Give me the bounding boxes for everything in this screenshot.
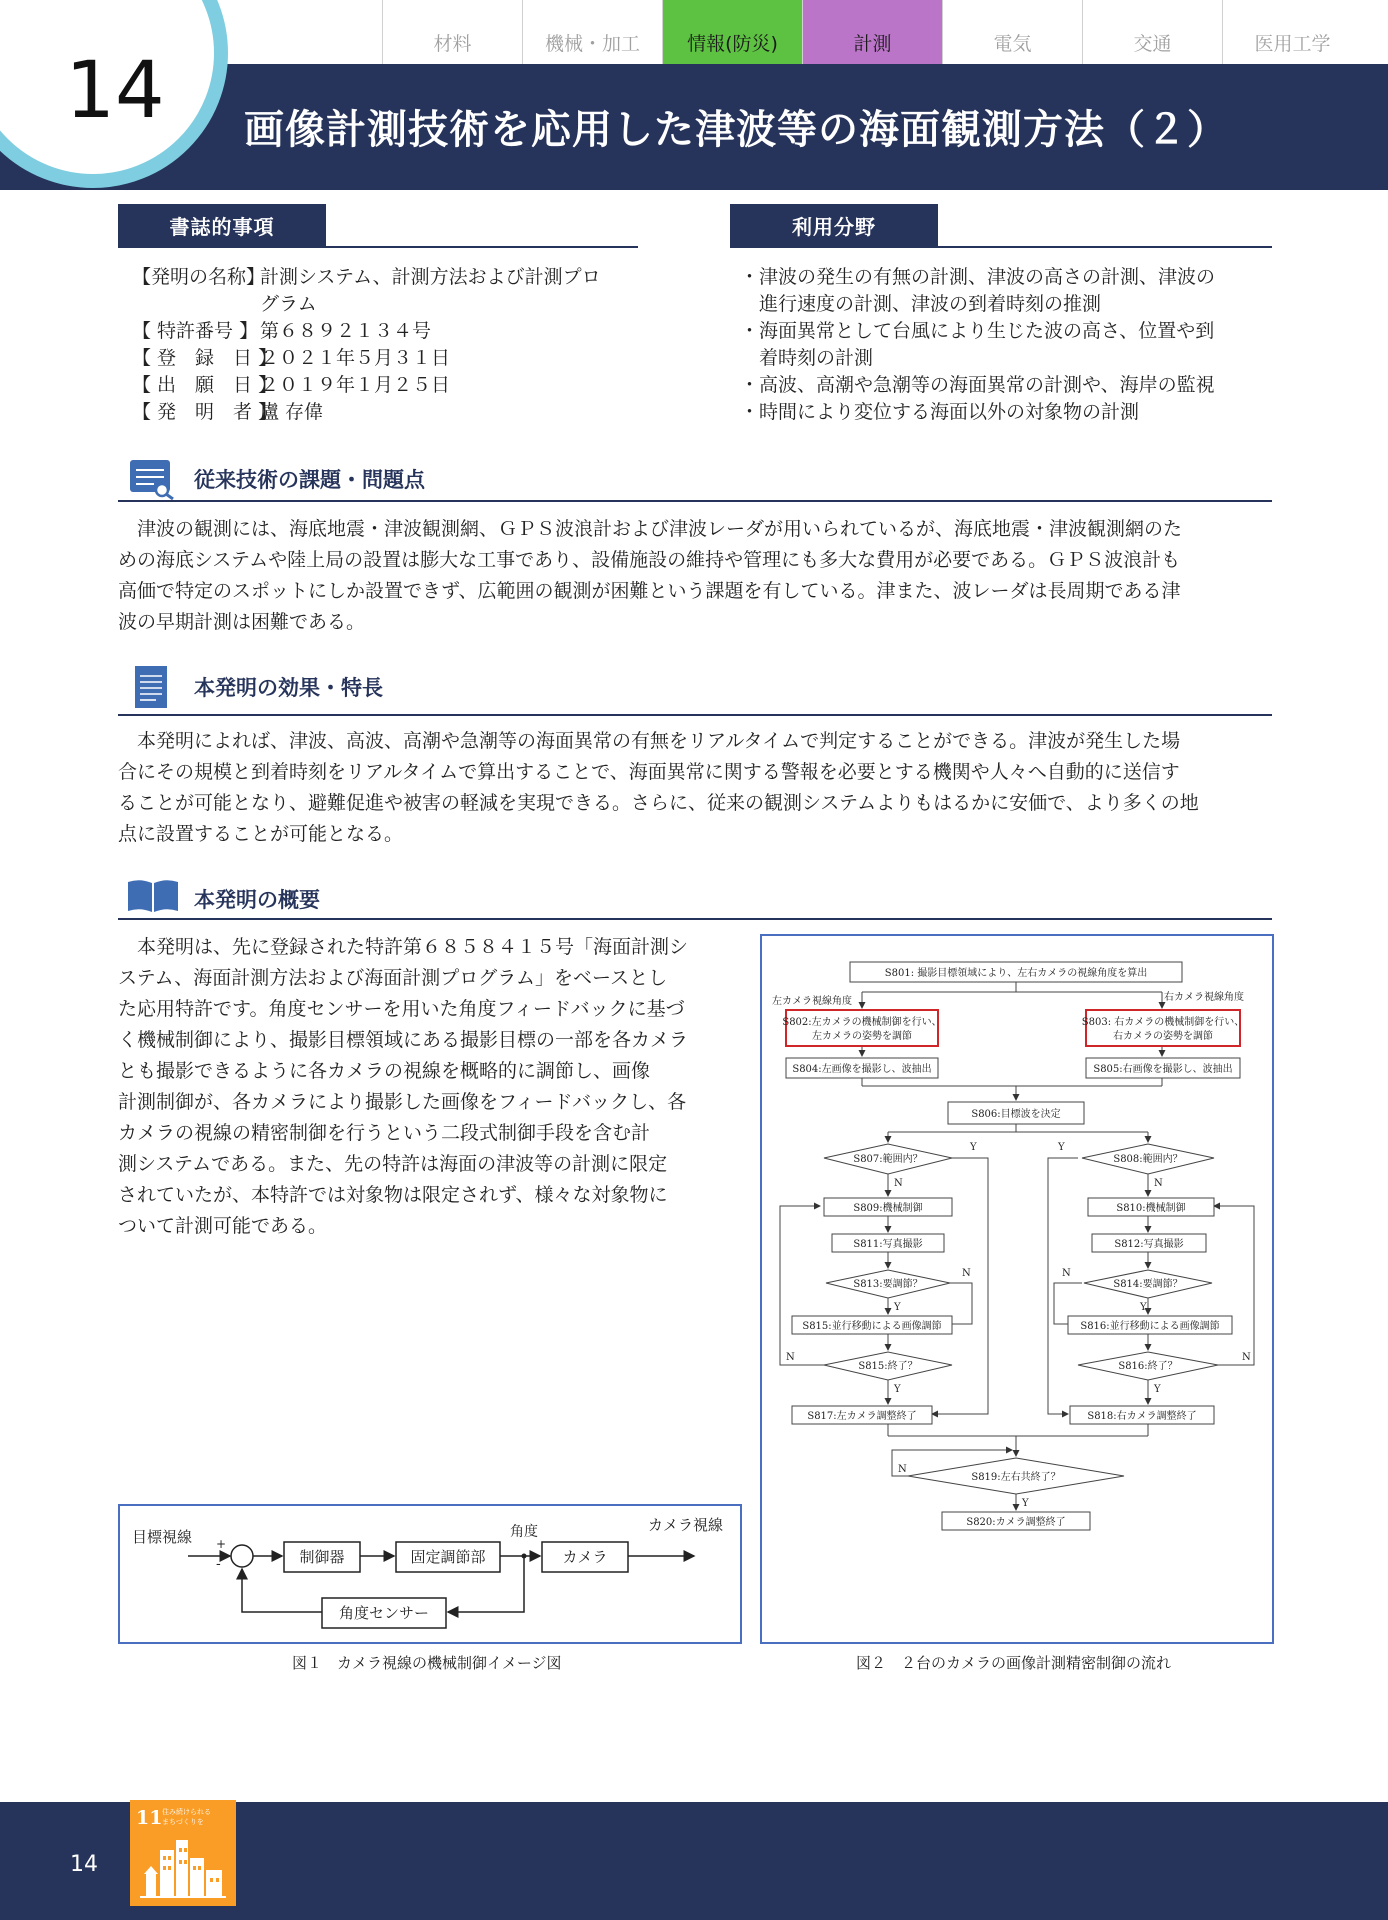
sdg-city-icon bbox=[130, 1800, 236, 1906]
plus-sign: + bbox=[216, 1537, 227, 1551]
decision-s813-label: S813:要調節？ bbox=[853, 1279, 923, 1290]
s814-no: N bbox=[1062, 1268, 1071, 1279]
open-book-icon bbox=[126, 878, 180, 914]
summing-junction bbox=[231, 1545, 253, 1567]
usage-item: 着時刻の計測 bbox=[740, 347, 874, 369]
usage-item: ・高波、高潮や急潮等の海面異常の計測や、海岸の監視 bbox=[740, 374, 1215, 396]
footer-page-number: 14 bbox=[70, 1852, 98, 1877]
tab-materials[interactable]: 材料 bbox=[382, 0, 522, 64]
step-s818-label: S818:右カメラ調整終了 bbox=[1087, 1411, 1197, 1422]
effect-text: 本発明によれば、津波、高波、高潮や急潮等の海面異常の有無をリアルタイムで判定することができる。津波が発生した場 合にその規模と到着時刻をリアルタイムで算出することで、海面異常に関する警報を必要とする機関や人々へ自動的に送信す ることが可能となり、避難促進や被害の軽減を実現できる。さらに、従来の観測システムよりもはるかに安価で、より多くの地 点に設置することが可能となる。 bbox=[118, 730, 1199, 845]
magnifier-document-icon bbox=[128, 456, 176, 500]
overview-rule bbox=[118, 918, 1272, 920]
tab-transport[interactable]: 交通 bbox=[1082, 0, 1222, 64]
usage-item: 進行速度の計測、津波の到着時刻の推測 bbox=[740, 293, 1102, 315]
bibliographic-rule bbox=[118, 246, 638, 248]
problem-text: 津波の観測には、海底地震・津波観測網、ＧＰＳ波浪計および津波レーダが用いられているが、海底地震・津波観測網のた めの海底システムや陸上局の設置は膨大な工事であり、設備施設の維持や管理にも多大な費用が必要である。ＧＰＳ波浪計も 高価で特定のスポットにしか設置できず、広範囲の観測が困難という課題を有している。津また、波レーダは長周期である津 波の早期計測は困難である。 bbox=[118, 518, 1183, 633]
control-loop-diagram bbox=[120, 1506, 740, 1642]
target-line-label: 目標視線 bbox=[132, 1528, 193, 1546]
bibliographic-label: 書誌的事項 bbox=[118, 204, 326, 246]
s807-no: N bbox=[894, 1178, 903, 1189]
step-s817-label: S817:左カメラ調整終了 bbox=[807, 1411, 917, 1422]
s808-yes: Y bbox=[1058, 1142, 1065, 1153]
usage-label: 利用分野 bbox=[730, 204, 938, 246]
tab-electric[interactable]: 電気 bbox=[942, 0, 1082, 64]
step-s816-adjust-label: S816:並行移動による画像調節 bbox=[1080, 1321, 1220, 1332]
s814-yes: Y bbox=[1140, 1302, 1147, 1313]
decision-s807-label: S807:範囲内？ bbox=[853, 1154, 923, 1165]
decision-s815-end-label: S815:終了？ bbox=[858, 1361, 918, 1372]
step-s803-label-1: S803: 右カメラの機械制御を行い、 bbox=[1081, 1017, 1245, 1028]
effect-rule bbox=[118, 714, 1272, 716]
step-s806-label: S806:目標波を決定 bbox=[971, 1109, 1061, 1120]
step-s810-label: S810:機械制御 bbox=[1116, 1203, 1186, 1214]
step-s801-label: S801: 撮影目標領域により、左右カメラの視線角度を算出 bbox=[884, 968, 1148, 979]
sdg-number: 11 bbox=[136, 1807, 163, 1829]
step-s805-label: S805:右画像を撮影し、波抽出 bbox=[1093, 1064, 1233, 1075]
usage-item: ・海面異常として台風により生じた波の高さ、位置や到 bbox=[740, 320, 1215, 342]
figure-1-frame bbox=[118, 1504, 742, 1644]
usage-list bbox=[740, 264, 1215, 426]
s819-no: N bbox=[898, 1464, 907, 1475]
bib-row-patent-number: 【 特許番号 】 第６８９２１３４号 bbox=[132, 320, 432, 342]
problem-rule bbox=[118, 500, 1272, 502]
tab-machining[interactable]: 機械・加工 bbox=[522, 0, 662, 64]
s816-no: N bbox=[1242, 1352, 1251, 1363]
angle-label: 角度 bbox=[510, 1524, 538, 1540]
usage-item: ・時間により変位する海面以外の対象物の計測 bbox=[740, 401, 1140, 423]
s808-no: N bbox=[1154, 1178, 1163, 1189]
problem-title: 従来技術の課題・問題点 bbox=[194, 468, 425, 492]
s815-yes: Y bbox=[894, 1384, 901, 1395]
left-angle-label: 左カメラ視線角度 bbox=[772, 996, 852, 1007]
overview-text: 本発明は、先に登録された特許第６８５８４１５号「海面計測シ ステム、海面計測方法および海面計測プログラム」をベースとし た応用特許です。角度センサーを用いた角度フィードバックに基づ く機械制御により、撮影目標領域にある撮影目標の一部を各カメラ とも撮影できるように各カメラの視線を概略的に調節し、画像 計測制御が、各カメラにより撮影した画像をフィードバックし、各 カメラの視線の精密制御を行うという二段式制御手段を含む計 測システムである。また、先の特許は海面の津波等の計測に限定 されていたが、本特許では対象物は限定されず、様々な対象物に ついて計測可能である。 bbox=[118, 936, 689, 1237]
page-title: 画像計測技術を応用した津波等の海面観測方法（２） bbox=[244, 107, 1228, 153]
figure-2-frame bbox=[760, 934, 1274, 1644]
fixed-adjust-label: 固定調節部 bbox=[410, 1548, 486, 1566]
s815-no: N bbox=[786, 1352, 795, 1363]
decision-s819-label: S819:左右共終了？ bbox=[971, 1472, 1061, 1483]
category-tabs bbox=[382, 0, 1362, 64]
step-s811-label: S811:写真撮影 bbox=[853, 1239, 923, 1250]
step-s812-label: S812:写真撮影 bbox=[1114, 1239, 1184, 1250]
feedback-arrow-out bbox=[242, 1569, 322, 1612]
bib-row-title-cont: グラム bbox=[260, 293, 317, 315]
step-s804-label: S804:左画像を撮影し、波抽出 bbox=[792, 1064, 932, 1075]
s807-yes: Y bbox=[970, 1142, 977, 1153]
minus-sign: - bbox=[216, 1556, 221, 1572]
angle-sensor-label: 角度センサー bbox=[338, 1604, 430, 1622]
right-angle-label: 右カメラ視線角度 bbox=[1164, 992, 1244, 1003]
figure-2-caption: 図２ ２台のカメラの画像計測精密制御の流れ bbox=[856, 1654, 1172, 1672]
bibliographic-list bbox=[132, 264, 601, 426]
step-s820-label: S820:カメラ調整終了 bbox=[966, 1517, 1066, 1528]
step-s803-label-2: 右カメラの姿勢を調節 bbox=[1113, 1031, 1213, 1042]
step-s802-label-2: 左カメラの姿勢を調節 bbox=[812, 1031, 912, 1042]
decision-s808-label: S808:範囲内？ bbox=[1113, 1154, 1183, 1165]
camera-line-label: カメラ視線 bbox=[648, 1516, 724, 1534]
sdg-goal-11-badge bbox=[130, 1800, 236, 1906]
usage-rule bbox=[730, 246, 1272, 248]
sdg-text-1: 住み続けられる bbox=[162, 1808, 211, 1816]
page-number: 14 bbox=[65, 46, 165, 136]
tab-information-disaster[interactable]: 情報(防災) bbox=[662, 0, 802, 64]
s816-yes: Y bbox=[1154, 1384, 1161, 1395]
figure-1-caption: 図１ カメラ視線の機械制御イメージ図 bbox=[292, 1654, 562, 1672]
decision-s814-label: S814:要調節？ bbox=[1113, 1279, 1183, 1290]
camera-label: カメラ bbox=[562, 1548, 608, 1566]
s813-yes: Y bbox=[894, 1302, 901, 1313]
effect-title: 本発明の効果・特長 bbox=[194, 676, 383, 700]
tab-measurement[interactable]: 計測 bbox=[802, 0, 942, 64]
bib-row-registration-date: 【 登 録 日 】２０２１年５月３１日 bbox=[132, 347, 451, 369]
bib-row-title: 【発明の名称】計測システム、計測方法および計測プロ bbox=[132, 266, 601, 288]
s813-no: N bbox=[962, 1268, 971, 1279]
usage-item: ・津波の発生の有無の計測、津波の高さの計測、津波の bbox=[740, 266, 1216, 288]
decision-s816-end-label: S816:終了？ bbox=[1118, 1361, 1178, 1372]
tab-medical-engineering[interactable]: 医用工学 bbox=[1222, 0, 1362, 64]
flowchart bbox=[762, 936, 1272, 1642]
s819-yes: Y bbox=[1022, 1498, 1029, 1509]
overview-title: 本発明の概要 bbox=[194, 888, 320, 912]
controller-label: 制御器 bbox=[299, 1548, 345, 1566]
step-s815-adjust-label: S815:並行移動による画像調節 bbox=[802, 1321, 942, 1332]
step-s809-label: S809:機械制御 bbox=[853, 1203, 923, 1214]
step-s802-label-1: S802:左カメラの機械制御を行い、 bbox=[782, 1017, 942, 1028]
bib-row-inventor: 【 発 明 者 】盧 存偉 bbox=[132, 401, 324, 423]
document-icon bbox=[134, 664, 170, 712]
bib-row-application-date: 【 出 願 日 】２０１９年１月２５日 bbox=[132, 374, 451, 396]
sdg-text-2: まちづくりを bbox=[162, 1818, 204, 1826]
